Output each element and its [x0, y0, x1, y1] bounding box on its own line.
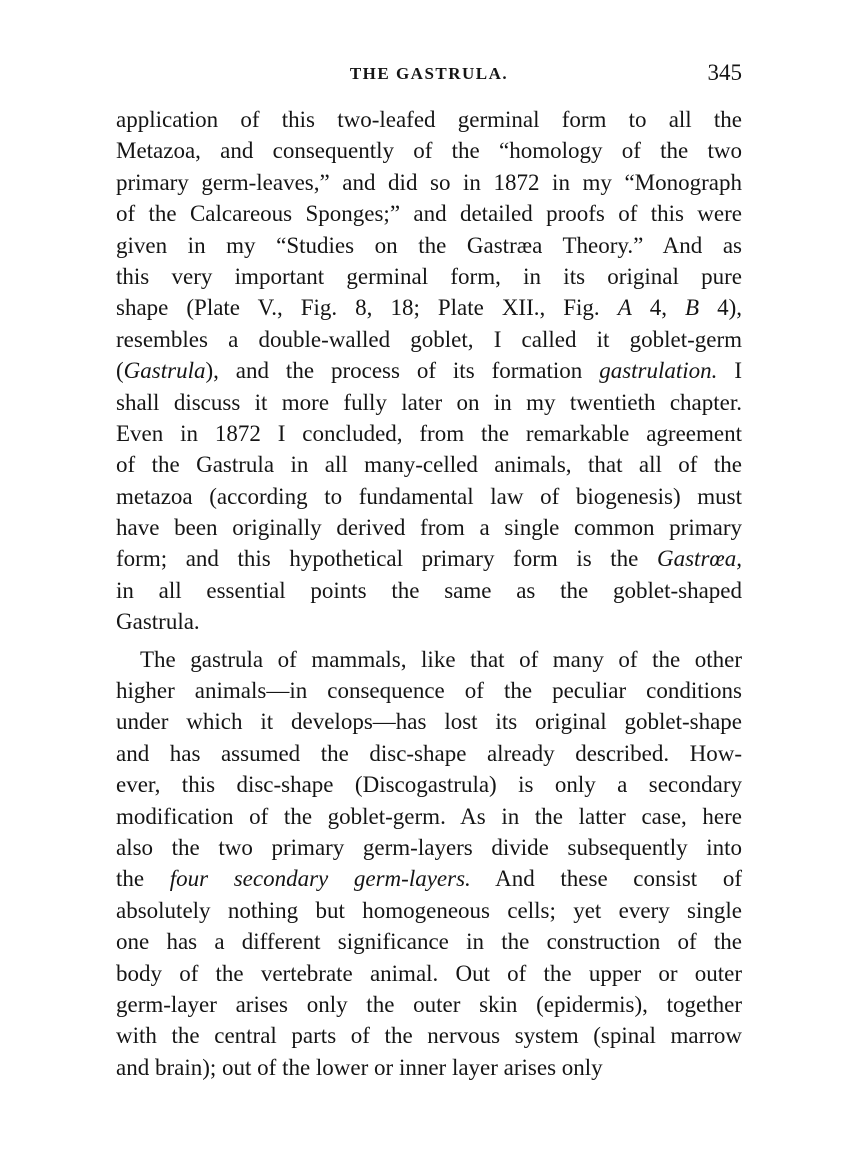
italic-text: Gastrula	[123, 358, 206, 384]
paragraph	[116, 104, 742, 638]
text-line	[116, 135, 742, 166]
text-run: one has a different significance in the construction of the	[116, 929, 742, 955]
text-run: ever, this disc-shape (Discogastrula) is only a secondary	[116, 772, 742, 798]
text-run: under which it develops—has lost its original goblet-shape	[116, 709, 742, 735]
text-run: resembles a double-walled goblet, I called it goblet-germ	[116, 326, 742, 352]
running-title: THE GASTRULA.	[349, 64, 509, 83]
text-run: form; and this hypothetical primary form is the	[116, 546, 657, 572]
text-run: (	[116, 358, 124, 384]
text-line	[116, 418, 742, 449]
text-run: and brain); out of the lower or inner layer arises only	[116, 1054, 603, 1080]
text-line	[116, 543, 742, 574]
text-run: given in my “Studies on the Gastræa Theory.” And as	[116, 232, 742, 258]
running-head	[116, 60, 742, 90]
italic-text: Gastrœa,	[657, 546, 742, 572]
text-run: this very important germinal form, in its original pure	[116, 263, 742, 289]
text-line	[116, 104, 742, 135]
text-line	[116, 1052, 742, 1083]
text-run: modification of the goblet-germ. As in the latter case, here	[116, 803, 742, 829]
text-run: of the Gastrula in all many-celled animals, that all of the	[116, 452, 742, 478]
text-line	[116, 989, 742, 1020]
text-run: Metazoa, and consequently of the “homology of the two	[116, 138, 742, 164]
text-run: higher animals—in consequence of the peculiar conditions	[116, 678, 742, 704]
text-line	[116, 198, 742, 229]
text-line	[116, 644, 742, 675]
text-line	[116, 324, 742, 355]
text-line	[116, 292, 742, 323]
text-line	[116, 863, 742, 894]
text-line	[116, 512, 742, 543]
body-text	[116, 104, 742, 1083]
text-run: shape (Plate V., Fig. 8, 18; Plate XII., Fig.	[116, 295, 618, 321]
text-run: have been originally derived from a single common primary	[116, 515, 742, 541]
text-run: shall discuss it more fully later on in my twentieth chapter.	[116, 389, 742, 415]
text-run: and has assumed the disc-shape already described. How-	[116, 740, 742, 766]
text-run: also the two primary germ-layers divide subsequently into	[116, 834, 742, 860]
text-run: application of this two-leafed germinal form to all the	[116, 107, 742, 132]
text-run: germ-layer arises only the outer skin (epidermis), together	[116, 991, 742, 1017]
text-run: the	[116, 866, 170, 892]
text-line	[116, 895, 742, 926]
text-run: Gastrula.	[116, 609, 200, 635]
paragraph	[116, 644, 742, 1083]
text-run: And these consist of	[470, 866, 742, 892]
text-line	[116, 958, 742, 989]
text-run: primary germ-leaves,” and did so in 1872 in my “Monograph	[116, 169, 742, 195]
text-line	[116, 1020, 742, 1051]
italic-text: four secondary germ-layers.	[169, 866, 471, 892]
italic-text: A	[617, 295, 632, 321]
text-line	[116, 832, 742, 863]
text-line	[116, 230, 742, 261]
text-run: in all essential points the same as the goblet-shaped	[116, 577, 742, 603]
text-run: body of the vertebrate animal. Out of the upper or outer	[116, 960, 742, 986]
text-run: absolutely nothing but homogeneous cells; yet every single	[116, 897, 742, 923]
text-line	[116, 769, 742, 800]
text-line	[116, 387, 742, 418]
text-run: The gastrula of mammals, like that of many of the other	[140, 646, 742, 672]
text-line	[116, 706, 742, 737]
page-number: 345	[707, 60, 742, 85]
text-line	[116, 481, 742, 512]
text-line	[116, 355, 742, 386]
text-line	[116, 606, 742, 637]
text-line	[116, 801, 742, 832]
italic-text: gastrulation.	[599, 358, 718, 384]
text-line	[116, 738, 742, 769]
text-run: I	[717, 358, 743, 384]
text-line	[116, 449, 742, 480]
text-run: ), and the process of its formation	[205, 358, 600, 384]
italic-text: B	[685, 295, 700, 321]
text-run: of the Calcareous Sponges;” and detailed proofs of this were	[116, 201, 742, 227]
text-line	[116, 926, 742, 957]
text-line	[116, 261, 742, 292]
text-run: 4),	[699, 295, 743, 321]
text-run: with the central parts of the nervous system (spinal marrow	[116, 1023, 742, 1049]
text-line	[116, 575, 742, 606]
text-run: Even in 1872 I concluded, from the remarkable agreement	[116, 420, 742, 446]
text-run: metazoa (according to fundamental law of biogenesis) must	[116, 483, 742, 509]
text-line	[116, 675, 742, 706]
text-run: 4,	[631, 295, 686, 321]
text-line	[116, 167, 742, 198]
